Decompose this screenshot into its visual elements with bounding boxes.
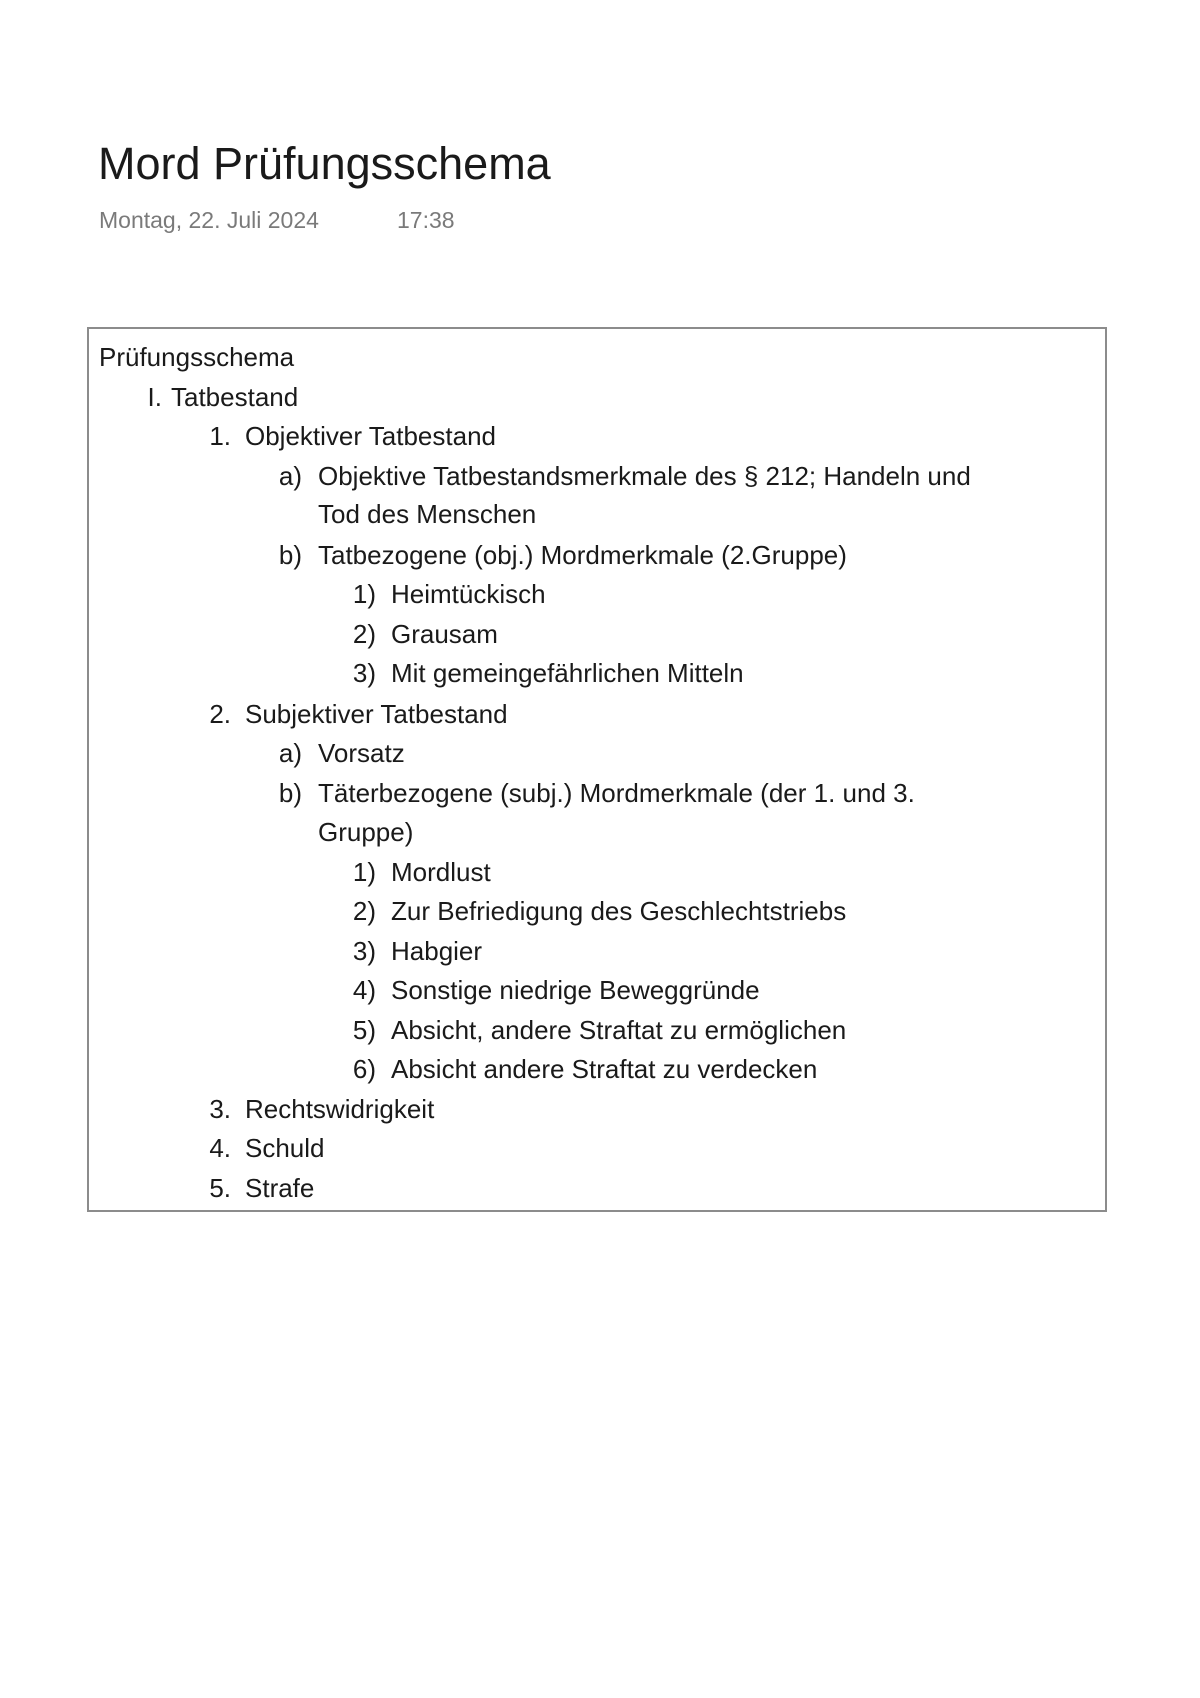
list-item-text: Heimtückisch (391, 579, 546, 609)
list-marker: 2) (352, 619, 376, 649)
list-item-text: Tatbezogene (obj.) Mordmerkmale (2.Gruppe) (318, 540, 847, 570)
list-marker: 3) (352, 936, 376, 966)
page-time: 17:38 (397, 207, 455, 233)
list-marker: 4. (209, 1133, 231, 1163)
list-item-text: Objektiver Tatbestand (245, 421, 496, 451)
list-item-text: Subjektiver Tatbestand (245, 699, 508, 729)
list-marker: 3) (352, 658, 376, 688)
list-item-continuation: Tod des Menschen (318, 499, 537, 529)
list-item-text: Rechtswidrigkeit (245, 1094, 435, 1124)
list-marker: a) (278, 738, 302, 768)
list-item-continuation: Gruppe) (318, 817, 414, 847)
list-item-text: Absicht, andere Straftat zu ermöglichen (391, 1015, 847, 1045)
list-item-text: Tatbestand (171, 382, 299, 412)
list-marker: 5) (352, 1015, 376, 1045)
list-item-text: Habgier (391, 936, 483, 966)
list-item-text: Grausam (391, 619, 498, 649)
list-marker: 3. (209, 1094, 231, 1124)
list-item-text: Vorsatz (318, 738, 405, 768)
list-marker: 1. (209, 421, 231, 451)
list-marker: I. (147, 382, 162, 412)
list-item-text: Mit gemeingefährlichen Mitteln (391, 658, 744, 688)
list-marker: 4) (352, 975, 376, 1005)
list-item-text: Täterbezogene (subj.) Mordmerkmale (der 1. und 3. (318, 778, 915, 808)
list-marker: 1) (352, 857, 376, 887)
list-item-text: Mordlust (391, 857, 491, 887)
list-marker: 1) (352, 579, 376, 609)
list-marker: 5. (209, 1173, 231, 1203)
page-title: Mord Prüfungsschema (98, 138, 551, 189)
list-marker: a) (278, 461, 302, 491)
list-item-text: Sonstige niedrige Beweggründe (391, 975, 760, 1005)
list-marker: b) (278, 540, 302, 570)
page-meta (99, 204, 455, 236)
list-marker: 2. (209, 699, 231, 729)
list-item-text: Schuld (245, 1133, 325, 1163)
page-date: Montag, 22. Juli 2024 (99, 207, 319, 233)
list-item-text: Absicht andere Straftat zu verdecken (391, 1054, 818, 1084)
list-item-text: Strafe (245, 1173, 315, 1203)
outline-heading: Prüfungsschema (99, 342, 295, 372)
list-item-text: Zur Befriedigung des Geschlechtstriebs (391, 896, 847, 926)
list-marker: 2) (352, 896, 376, 926)
list-item-text: Objektive Tatbestandsmerkmale des § 212; Handeln und (318, 461, 971, 491)
list-marker: 6) (352, 1054, 376, 1084)
list-marker: b) (278, 778, 302, 808)
